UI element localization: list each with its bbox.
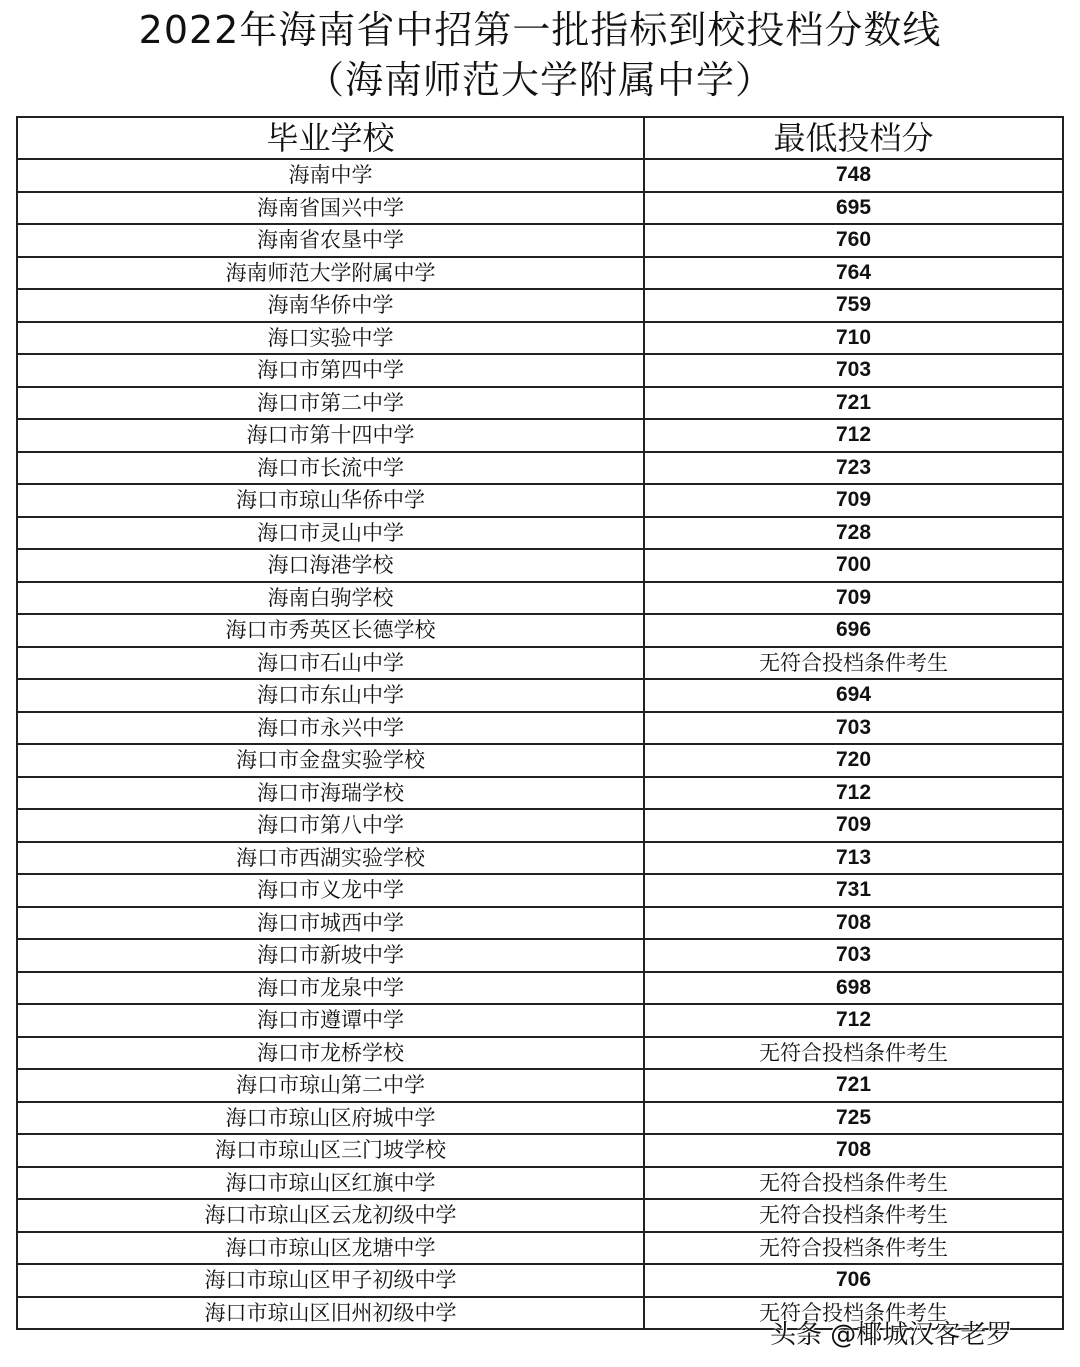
min-score-cell: 764 (644, 257, 1063, 290)
min-score-cell: 无符合投档条件考生 (644, 647, 1063, 680)
school-name-cell: 海南省农垦中学 (17, 224, 644, 257)
table-row (17, 419, 1063, 452)
min-score-cell: 708 (644, 907, 1063, 940)
min-score-cell: 709 (644, 582, 1063, 615)
school-name-cell: 海口市琼山区甲子初级中学 (17, 1264, 644, 1297)
min-score-cell: 708 (644, 1134, 1063, 1167)
table-body (17, 159, 1063, 1329)
min-score-cell: 706 (644, 1264, 1063, 1297)
school-name-cell: 海口市永兴中学 (17, 712, 644, 745)
school-name-cell: 海口市灵山中学 (17, 517, 644, 550)
school-name-cell: 海口市城西中学 (17, 907, 644, 940)
school-name-cell: 海口市第八中学 (17, 809, 644, 842)
school-name-cell: 海南白驹学校 (17, 582, 644, 615)
table-row (17, 387, 1063, 420)
min-score-cell: 709 (644, 484, 1063, 517)
school-name-cell: 海口市龙桥学校 (17, 1037, 644, 1070)
table-row (17, 257, 1063, 290)
table-row (17, 1004, 1063, 1037)
min-score-cell: 无符合投档条件考生 (644, 1297, 1063, 1330)
table-row (17, 614, 1063, 647)
min-score-cell: 731 (644, 874, 1063, 907)
min-score-cell: 无符合投档条件考生 (644, 1199, 1063, 1232)
table-row (17, 1264, 1063, 1297)
table-row (17, 1232, 1063, 1265)
header-min-score: 最低投档分 (644, 117, 1063, 159)
school-name-cell: 海南华侨中学 (17, 289, 644, 322)
min-score-cell: 712 (644, 1004, 1063, 1037)
school-name-cell: 海口市遵谭中学 (17, 1004, 644, 1037)
min-score-cell: 698 (644, 972, 1063, 1005)
school-name-cell: 海口市龙泉中学 (17, 972, 644, 1005)
min-score-cell: 694 (644, 679, 1063, 712)
school-name-cell: 海口市海瑞学校 (17, 777, 644, 810)
table-row (17, 1037, 1063, 1070)
min-score-cell: 703 (644, 354, 1063, 387)
table-row (17, 907, 1063, 940)
min-score-cell: 无符合投档条件考生 (644, 1167, 1063, 1200)
table-row (17, 1134, 1063, 1167)
table-row (17, 972, 1063, 1005)
min-score-cell: 703 (644, 939, 1063, 972)
table-row (17, 322, 1063, 355)
table-row (17, 452, 1063, 485)
table-row (17, 1199, 1063, 1232)
school-name-cell: 海口实验中学 (17, 322, 644, 355)
min-score-cell: 703 (644, 712, 1063, 745)
school-name-cell: 海口市第十四中学 (17, 419, 644, 452)
table-row (17, 939, 1063, 972)
school-name-cell: 海口市东山中学 (17, 679, 644, 712)
table-row (17, 224, 1063, 257)
min-score-cell: 695 (644, 192, 1063, 225)
table-row (17, 1167, 1063, 1200)
table-row (17, 1069, 1063, 1102)
table-row (17, 484, 1063, 517)
school-name-cell: 海南师范大学附属中学 (17, 257, 644, 290)
table-row (17, 517, 1063, 550)
min-score-cell: 712 (644, 419, 1063, 452)
table-row (17, 289, 1063, 322)
school-name-cell: 海口市琼山第二中学 (17, 1069, 644, 1102)
school-name-cell: 海口市长流中学 (17, 452, 644, 485)
min-score-cell: 696 (644, 614, 1063, 647)
min-score-cell: 709 (644, 809, 1063, 842)
table-row (17, 192, 1063, 225)
score-table (16, 116, 1064, 1330)
school-name-cell: 海口市金盘实验学校 (17, 744, 644, 777)
table-row (17, 582, 1063, 615)
school-name-cell: 海口市第四中学 (17, 354, 644, 387)
min-score-cell: 725 (644, 1102, 1063, 1135)
document-title: 2022年海南省中招第一批指标到校投档分数线 (138, 8, 942, 52)
min-score-cell: 720 (644, 744, 1063, 777)
min-score-cell: 721 (644, 387, 1063, 420)
table-row (17, 744, 1063, 777)
table-row (17, 354, 1063, 387)
min-score-cell: 748 (644, 159, 1063, 192)
min-score-cell: 无符合投档条件考生 (644, 1037, 1063, 1070)
table-row (17, 712, 1063, 745)
school-name-cell: 海南省国兴中学 (17, 192, 644, 225)
school-name-cell: 海口市琼山区旧州初级中学 (17, 1297, 644, 1330)
table-header-row (17, 117, 1063, 159)
table-row (17, 679, 1063, 712)
school-name-cell: 海口市新坡中学 (17, 939, 644, 972)
header-school: 毕业学校 (17, 117, 644, 159)
table-row (17, 647, 1063, 680)
table-row (17, 159, 1063, 192)
school-name-cell: 海口市琼山华侨中学 (17, 484, 644, 517)
school-name-cell: 海口市琼山区云龙初级中学 (17, 1199, 644, 1232)
school-name-cell: 海口市琼山区红旗中学 (17, 1167, 644, 1200)
table-row (17, 549, 1063, 582)
school-name-cell: 海南中学 (17, 159, 644, 192)
table-row (17, 777, 1063, 810)
school-name-cell: 海口海港学校 (17, 549, 644, 582)
min-score-cell: 759 (644, 289, 1063, 322)
school-name-cell: 海口市秀英区长德学校 (17, 614, 644, 647)
min-score-cell: 760 (644, 224, 1063, 257)
min-score-cell: 723 (644, 452, 1063, 485)
table-row (17, 874, 1063, 907)
min-score-cell: 710 (644, 322, 1063, 355)
watermark: 头条 @椰城汉客老罗 (770, 1320, 1013, 1350)
table-row (17, 1102, 1063, 1135)
school-name-cell: 海口市义龙中学 (17, 874, 644, 907)
min-score-cell: 728 (644, 517, 1063, 550)
table-row (17, 842, 1063, 875)
min-score-cell: 712 (644, 777, 1063, 810)
min-score-cell: 721 (644, 1069, 1063, 1102)
table-row (17, 809, 1063, 842)
min-score-cell: 713 (644, 842, 1063, 875)
document-subtitle: （海南师范大学附属中学） (305, 58, 774, 102)
school-name-cell: 海口市石山中学 (17, 647, 644, 680)
school-name-cell: 海口市第二中学 (17, 387, 644, 420)
school-name-cell: 海口市琼山区三门坡学校 (17, 1134, 644, 1167)
school-name-cell: 海口市琼山区府城中学 (17, 1102, 644, 1135)
school-name-cell: 海口市琼山区龙塘中学 (17, 1232, 644, 1265)
min-score-cell: 700 (644, 549, 1063, 582)
min-score-cell: 无符合投档条件考生 (644, 1232, 1063, 1265)
school-name-cell: 海口市西湖实验学校 (17, 842, 644, 875)
